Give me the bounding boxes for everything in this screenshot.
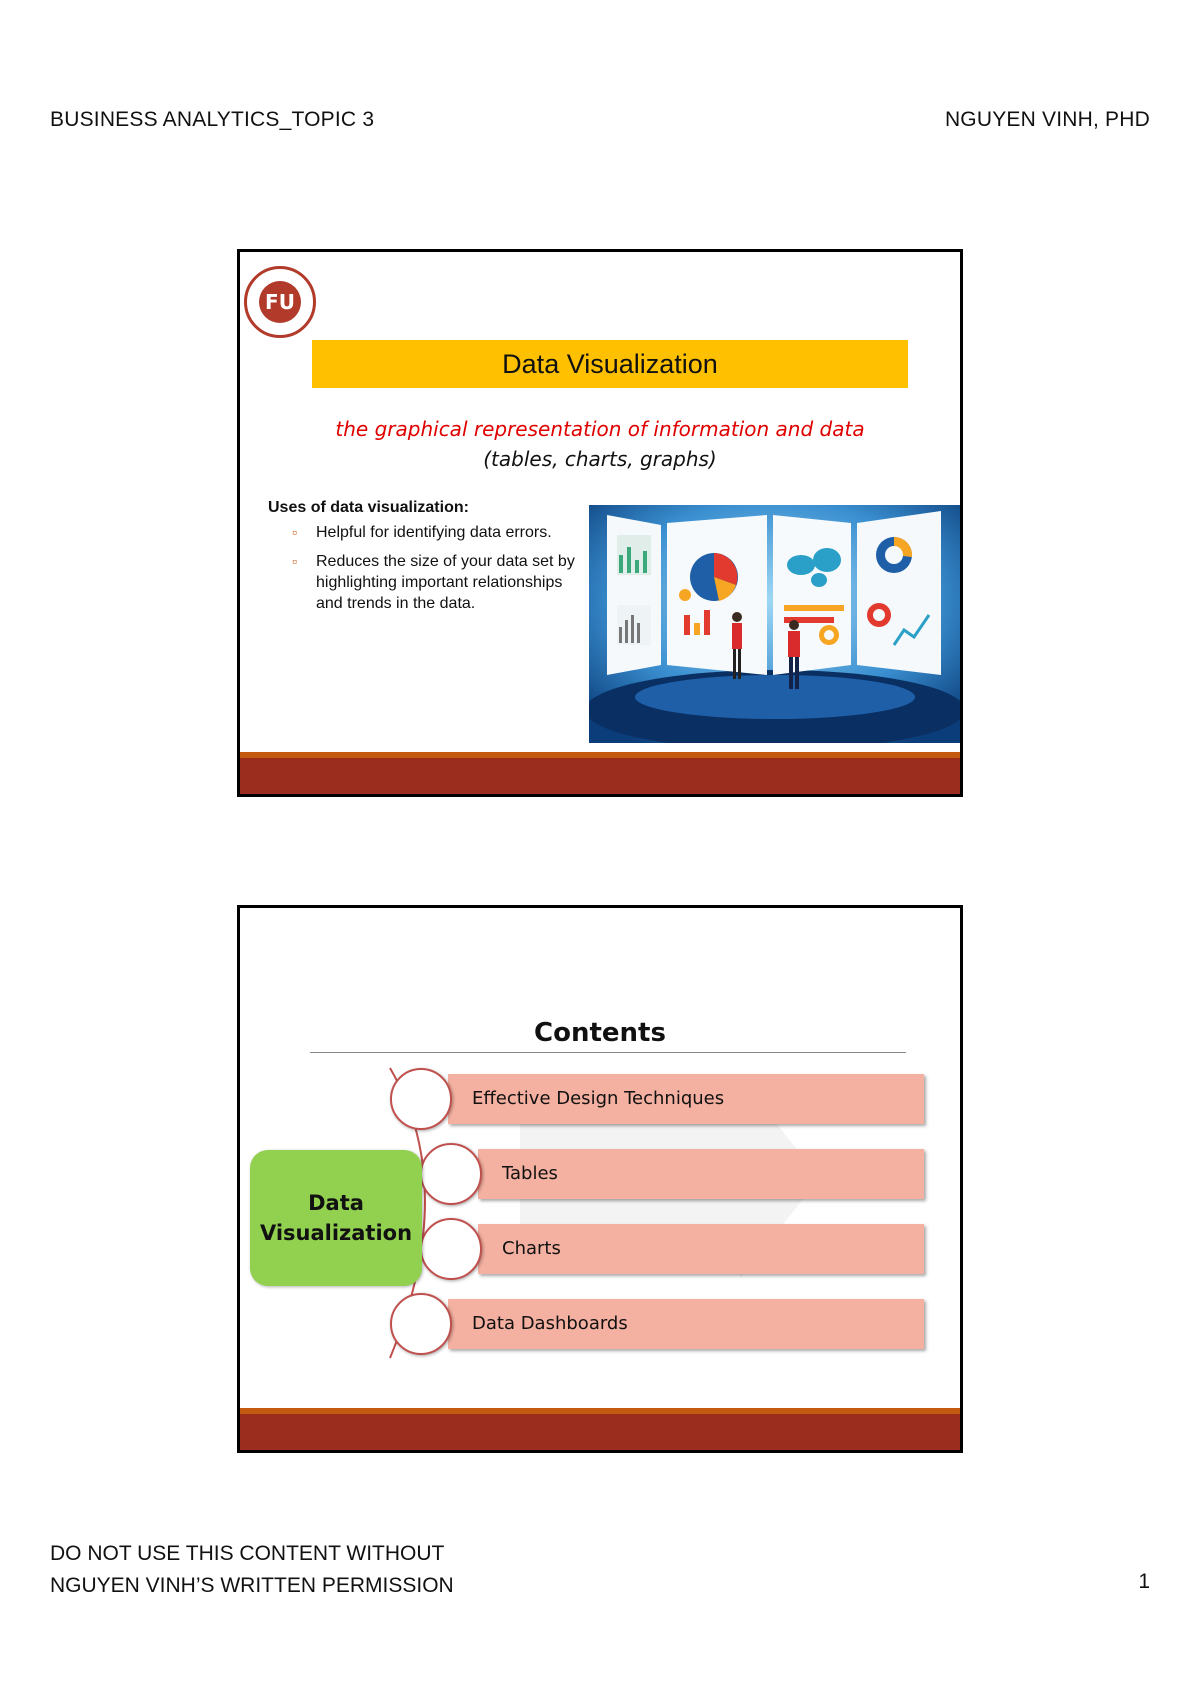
contents-title: Contents — [534, 1018, 666, 1048]
list-item: ▫ Helpful for identifying data errors. — [316, 522, 588, 543]
center-label-line2: Visualization — [259, 1221, 413, 1245]
center-label-line1: Data — [308, 1191, 364, 1215]
bullet-circle-icon — [390, 1293, 452, 1355]
contents-item-data-dashboards: Data Dashboards — [448, 1299, 924, 1349]
header-topic: BUSINESS ANALYTICS_TOPIC 3 — [50, 108, 375, 131]
slide-footer-bar — [240, 1414, 960, 1450]
contents-item-tables: Tables — [478, 1149, 924, 1199]
logo-text: FU — [259, 281, 301, 323]
bullet-circle-icon — [420, 1218, 482, 1280]
contents-item-effective-design: Effective Design Techniques — [448, 1074, 924, 1124]
notice-line2: NGUYEN VINH’S WRITTEN PERMISSION — [50, 1574, 454, 1597]
panel-left — [607, 515, 661, 675]
slide-footer-bar — [240, 758, 960, 794]
list-item: ▫ Reduces the size of your data set by highlighting important relationships and trends in the data. — [316, 551, 588, 614]
panel-pie — [667, 515, 767, 675]
header-author: NGUYEN VINH, PHD — [944, 108, 1150, 131]
examples-text: (tables, charts, graphs) — [483, 447, 717, 471]
slide-title: Data Visualization — [312, 340, 908, 388]
slide-data-visualization — [237, 249, 963, 797]
page-number: 1 — [1138, 1570, 1150, 1593]
panel-right — [857, 511, 941, 675]
bullet-circle-icon — [420, 1143, 482, 1205]
bullet-circle-icon — [390, 1068, 452, 1130]
definition-text: the graphical representation of information and data — [335, 417, 865, 441]
data-visualization-box — [250, 1150, 422, 1286]
panel-map — [773, 515, 851, 675]
uses-block — [268, 497, 588, 622]
notice-line1: DO NOT USE THIS CONTENT WITHOUT — [50, 1542, 445, 1565]
contents-item-charts: Charts — [478, 1224, 924, 1274]
permission-notice — [50, 1538, 454, 1602]
uses-list — [268, 522, 588, 614]
contents-diagram — [240, 1058, 960, 1388]
uses-title: Uses of data visualization: — [268, 499, 469, 516]
slide-contents — [237, 905, 963, 1453]
data-dashboard-illustration — [589, 505, 961, 743]
title-divider — [310, 1052, 906, 1053]
university-logo-icon — [244, 266, 316, 338]
